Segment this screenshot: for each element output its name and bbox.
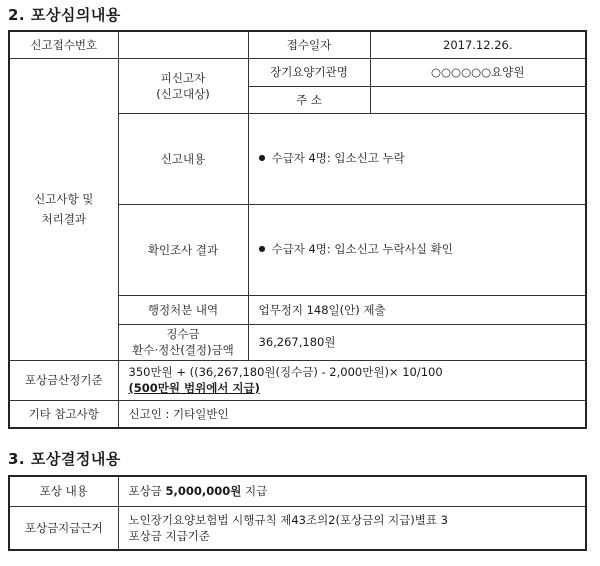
address-label: 주 소 [248,86,370,113]
report-no-label: 신고접수번호 [9,31,118,58]
reward-suffix: 지급 [241,484,268,499]
report-result-label-line2: 처리결과 [41,212,86,226]
report-no-value [118,31,248,58]
other-label: 기타 참고사항 [9,400,118,428]
reward-basis-note: (500만원 범위에서 지급) [128,381,260,395]
org-row [9,58,586,86]
collection-label-line2: 환수·정산(결정)금액 [132,343,234,357]
reward-row [9,476,586,506]
admin-label: 행정처분 내역 [118,295,248,324]
reward-basis-cell [118,360,586,400]
reward-value [118,476,586,506]
other-row [9,400,586,428]
accused-label-line1: 피신고자 [160,70,206,85]
reward-basis-formula: 350만원 + ((36,267,180원(징수금) - 2,000만원)× 10/100 [128,365,443,379]
reward-basis-label: 포상금산정기준 [9,360,118,400]
collection-value: 36,267,180원 [248,324,586,360]
other-value: 신고인 : 기타일반인 [118,400,586,428]
legal-row [9,506,586,550]
legal-value [118,506,586,550]
accused-label-line2: (신고대상) [156,86,210,101]
collection-label-line1: 징수금 [166,327,200,341]
content-value-cell [248,113,586,204]
content-label: 신고내용 [118,113,248,204]
report-no-row [9,31,586,58]
section-3-title: 3. 포상결정내용 [8,450,121,468]
accused-label [118,58,248,113]
reward-basis-row [9,360,586,400]
investigation-value: ● 수급자 4명: 입소신고 누락사실 확인 [259,242,453,256]
date-value: 2017.12.26. [370,31,586,58]
section-2-title: 2. 포상심의내용 [8,6,121,24]
legal-line1: 노인장기요양보험법 시행규칙 제43조의2(포상금의 지급)별표 3 [128,512,448,527]
reward-review-table [8,30,587,429]
org-value: ○○○○○○요양원 [370,58,586,86]
date-label: 접수일자 [248,31,370,58]
address-value [370,86,586,113]
investigation-label: 확인조사 결과 [118,204,248,295]
reward-prefix: 포상금 [128,484,166,499]
org-label: 장기요양기관명 [248,58,370,86]
collection-label [118,324,248,360]
admin-value: 업무정지 148일(안) 제출 [248,295,586,324]
legal-label: 포상금지급근거 [9,506,118,550]
report-result-label-line1: 신고사항 및 [34,192,94,206]
content-value: ● 수급자 4명: 입소신고 누락 [259,151,405,165]
reward-amount: 5,000,000원 [165,484,242,499]
reward-label: 포상 내용 [9,476,118,506]
reward-decision-table [8,475,587,551]
investigation-value-cell [248,204,586,295]
report-result-label [9,58,118,360]
legal-line2: 포상금 지급기준 [128,528,210,543]
